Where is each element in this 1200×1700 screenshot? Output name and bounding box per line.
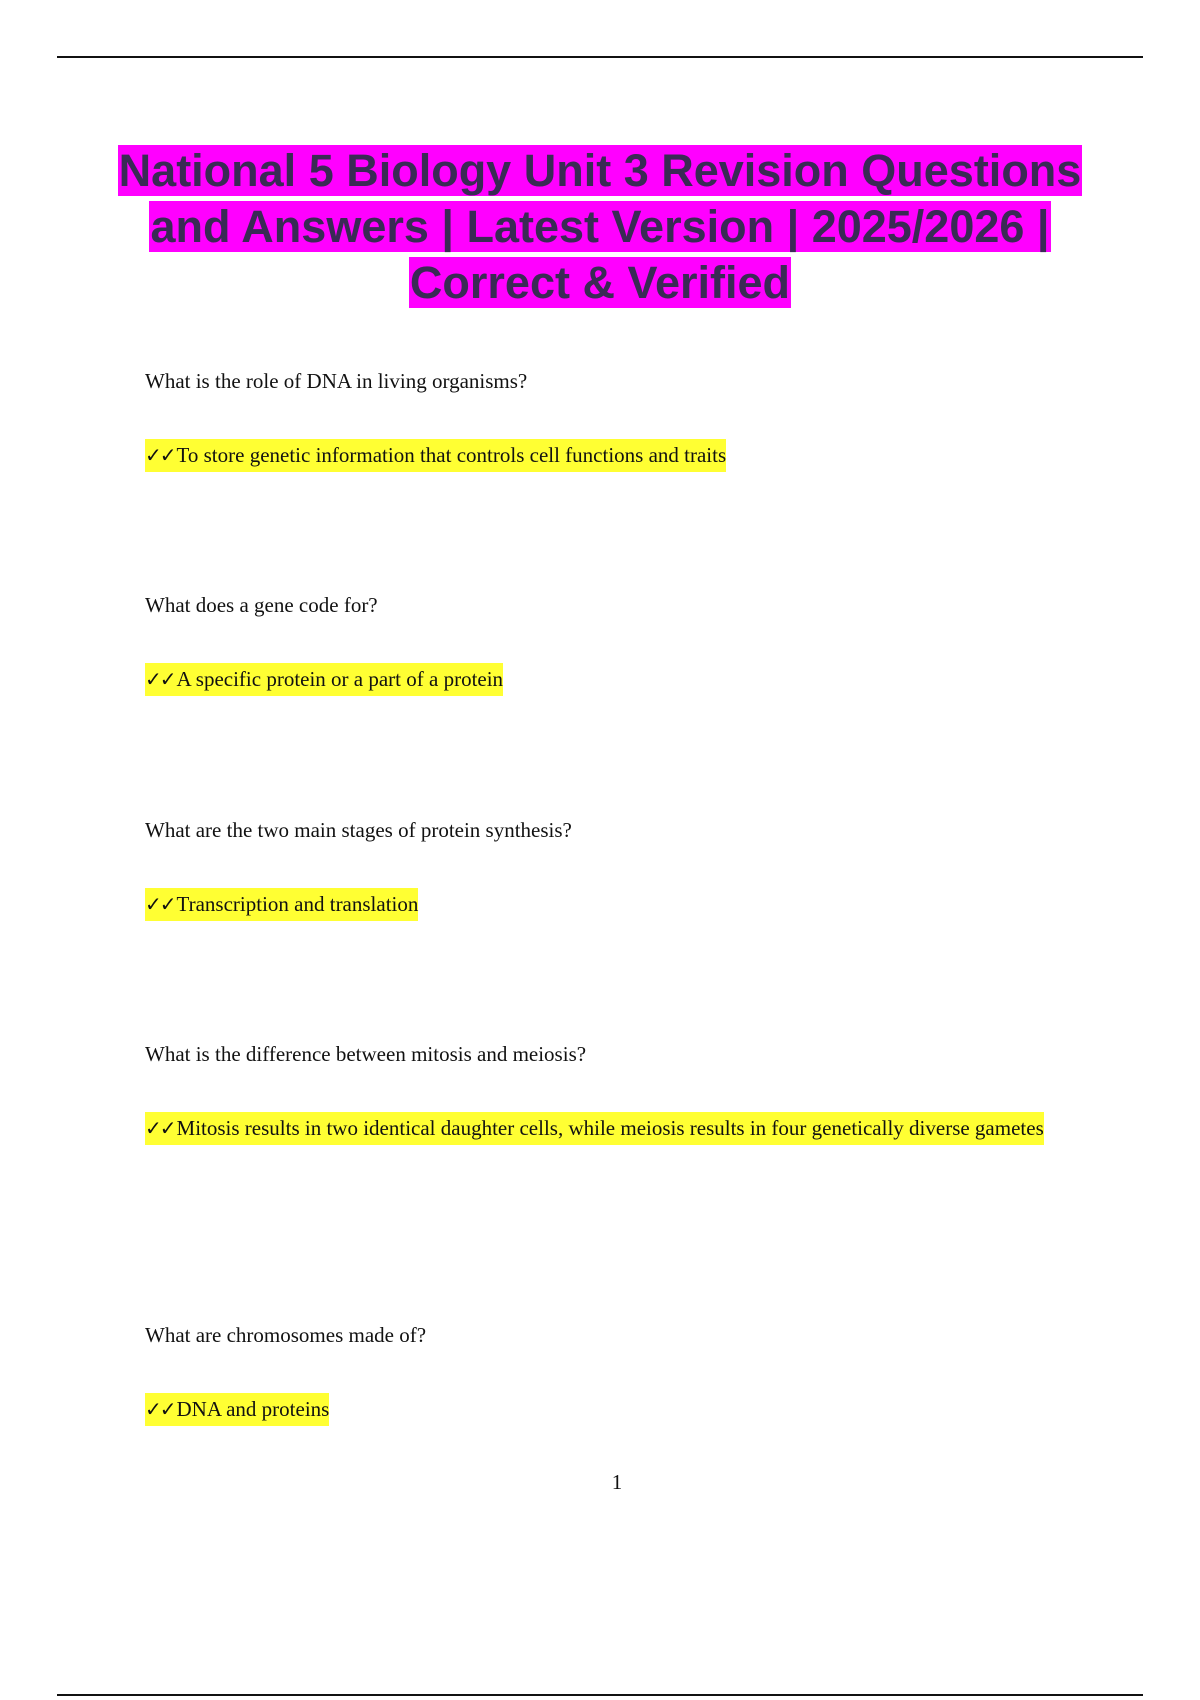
- question-text: What does a gene code for?: [145, 593, 378, 617]
- answer-highlight: [145, 663, 503, 696]
- answer-text: Mitosis results in two identical daughter cells, while meiosis results in four genetically diverse gametes: [176, 1116, 1044, 1140]
- qa-item-5: [145, 1320, 1065, 1455]
- double-check-icon: ✓✓: [145, 443, 175, 467]
- qa-item-3: [145, 815, 1065, 950]
- answer-text: A specific protein or a part of a protein: [176, 667, 504, 691]
- double-check-icon: ✓✓: [145, 667, 175, 691]
- document-title: [110, 143, 1090, 311]
- answer-block: [145, 425, 1065, 486]
- question-text: What are the two main stages of protein synthesis?: [145, 818, 572, 842]
- document-title-text: National 5 Biology Unit 3 Revision Questions and Answers | Latest Version | 2025/2026 | Correct & Verified: [118, 145, 1082, 308]
- answer-text: Transcription and translation: [176, 892, 419, 916]
- qa-item-1: [145, 366, 1065, 501]
- answer-highlight: [145, 1112, 1044, 1145]
- qa-item-4: [145, 1039, 1065, 1174]
- answer-highlight: [145, 439, 726, 472]
- answer-block: [145, 1379, 1065, 1440]
- qa-item-2: [145, 590, 1065, 725]
- answer-highlight: [145, 888, 418, 921]
- answer-highlight: [145, 1393, 329, 1426]
- double-check-icon: ✓✓: [145, 892, 175, 916]
- question-text: What is the role of DNA in living organisms?: [145, 369, 528, 393]
- question-text: What are chromosomes made of?: [145, 1323, 427, 1347]
- answer-text: To store genetic information that controls cell functions and traits: [176, 443, 727, 467]
- page-number: 1: [611, 1470, 623, 1494]
- answer-block: [145, 874, 1065, 935]
- bottom-rule: [57, 1694, 1143, 1696]
- answer-block: [145, 1098, 1065, 1159]
- answer-block: [145, 649, 1065, 710]
- double-check-icon: ✓✓: [145, 1397, 175, 1421]
- double-check-icon: ✓✓: [145, 1116, 175, 1140]
- top-rule: [57, 56, 1143, 58]
- question-text: What is the difference between mitosis and meiosis?: [145, 1042, 587, 1066]
- answer-text: DNA and proteins: [176, 1397, 330, 1421]
